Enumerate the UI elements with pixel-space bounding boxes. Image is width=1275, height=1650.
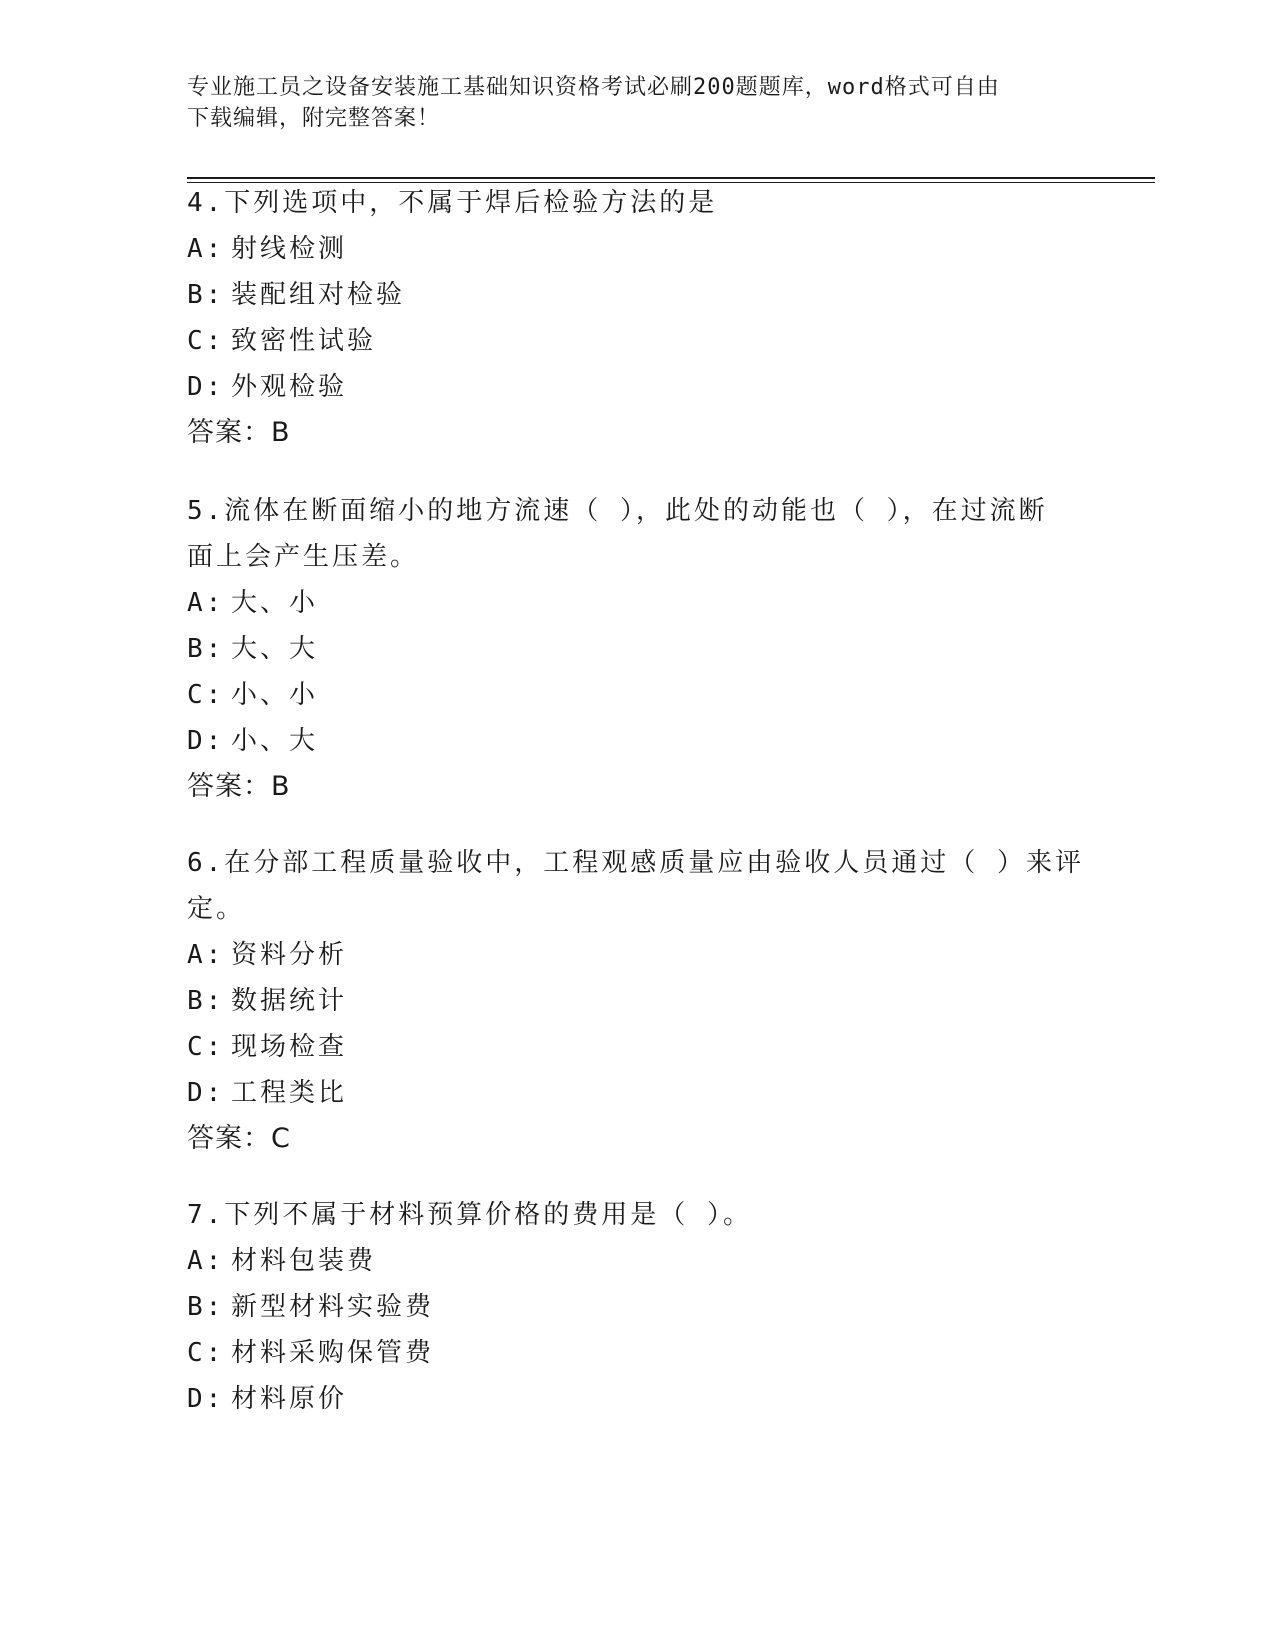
- option-c: [187, 1330, 1087, 1376]
- option-a: [187, 580, 1087, 626]
- option-letter: D:: [187, 372, 225, 402]
- question-stem-continued: 面上会产生压差。: [187, 542, 420, 572]
- question-stem: 7.下列不属于材料预算价格的费用是（ ）。: [187, 1200, 752, 1230]
- option-b: [187, 978, 1087, 1024]
- answer-line: 答案：C: [187, 1123, 291, 1154]
- option-text: 资料分析: [231, 940, 348, 970]
- answer-line: 答案：B: [187, 771, 291, 802]
- option-b: [187, 272, 1087, 318]
- option-letter: B:: [187, 1292, 225, 1322]
- option-text: 材料包装费: [231, 1246, 377, 1276]
- option-c: [187, 672, 1087, 718]
- option-letter: D:: [187, 1078, 225, 1108]
- option-a: [187, 1238, 1087, 1284]
- option-letter: C:: [187, 1338, 225, 1368]
- option-text: 大、小: [231, 588, 319, 618]
- option-letter: D:: [187, 1384, 225, 1414]
- option-b: [187, 1284, 1087, 1330]
- question-stem-continued: 定。: [187, 894, 246, 924]
- option-d: [187, 718, 1087, 764]
- question-stem: 5.流体在断面缩小的地方流速（ ），此处的动能也（ ），在过流断: [187, 496, 1048, 526]
- option-text: 小、小: [231, 680, 319, 710]
- option-text: 数据统计: [231, 986, 348, 1016]
- option-letter: C:: [187, 1032, 225, 1062]
- header-divider: [187, 177, 1155, 179]
- option-text: 现场检查: [231, 1032, 348, 1062]
- option-text: 射线检测: [231, 234, 348, 264]
- option-text: 装配组对检验: [231, 280, 406, 310]
- option-text: 材料原价: [231, 1384, 348, 1414]
- option-letter: B:: [187, 280, 225, 310]
- option-text: 工程类比: [231, 1078, 348, 1108]
- option-d: [187, 1376, 1087, 1422]
- option-letter: A:: [187, 940, 225, 970]
- question-block: [187, 1192, 1087, 1422]
- question-stem: 4.下列选项中，不属于焊后检验方法的是: [187, 188, 718, 218]
- option-letter: A:: [187, 234, 225, 264]
- option-text: 致密性试验: [231, 326, 377, 356]
- option-text: 大、大: [231, 634, 319, 664]
- option-letter: C:: [187, 680, 225, 710]
- option-a: [187, 932, 1087, 978]
- question-block: [187, 840, 1087, 1162]
- option-c: [187, 318, 1087, 364]
- option-text: 新型材料实验费: [231, 1292, 435, 1322]
- option-c: [187, 1024, 1087, 1070]
- option-letter: A:: [187, 588, 225, 618]
- document-header: [187, 72, 1067, 134]
- option-b: [187, 626, 1087, 672]
- option-text: 小、大: [231, 726, 319, 756]
- option-a: [187, 226, 1087, 272]
- question-stem: 6.在分部工程质量验收中，工程观感质量应由验收人员通过（ ）来评: [187, 848, 1084, 878]
- header-line-2: 下载编辑，附完整答案！: [187, 106, 441, 131]
- option-letter: C:: [187, 326, 225, 356]
- option-d: [187, 1070, 1087, 1116]
- option-d: [187, 364, 1087, 410]
- option-text: 外观检验: [231, 372, 348, 402]
- option-text: 材料采购保管费: [231, 1338, 435, 1368]
- question-block: [187, 488, 1087, 810]
- option-letter: B:: [187, 986, 225, 1016]
- header-line-1: 专业施工员之设备安装施工基础知识资格考试必刷200题题库，word格式可自由: [187, 75, 1000, 100]
- option-letter: B:: [187, 634, 225, 664]
- option-letter: D:: [187, 726, 225, 756]
- option-letter: A:: [187, 1246, 225, 1276]
- question-block: [187, 180, 1087, 456]
- answer-line: 答案：B: [187, 417, 291, 448]
